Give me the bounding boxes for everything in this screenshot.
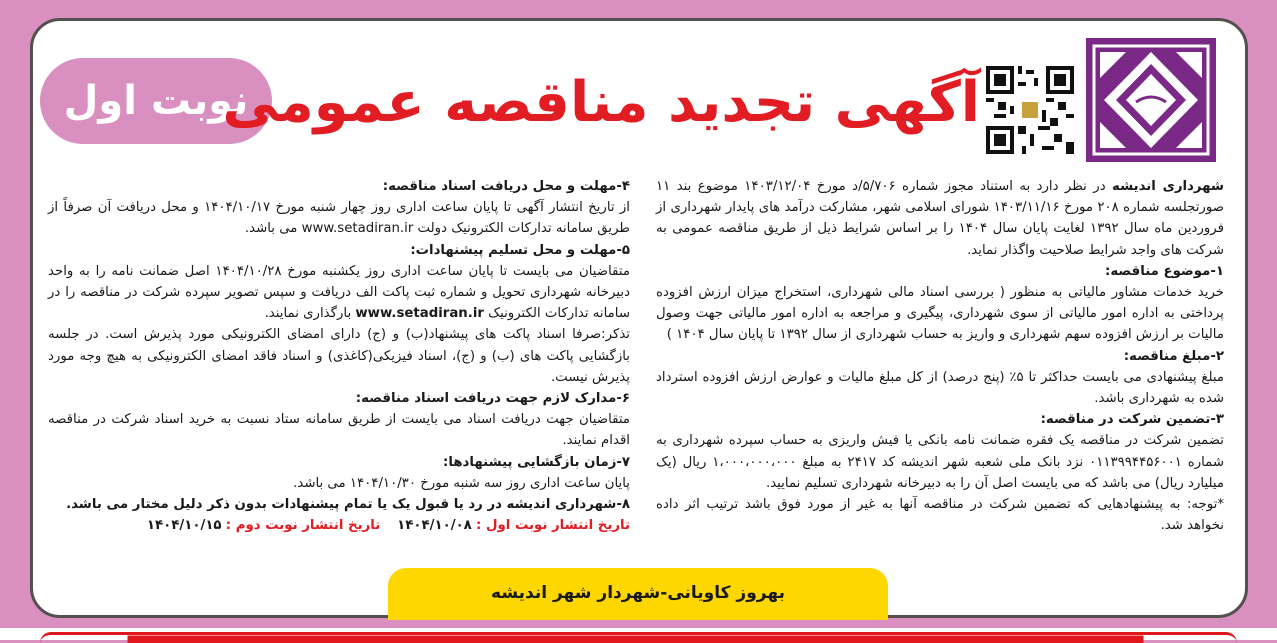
section-2-title: ۲-مبلغ مناقصه: (1123, 348, 1224, 364)
section-6-title: ۶-مدارک لازم جهت دریافت اسناد مناقصه: (355, 391, 630, 407)
andisheh-municipality-logo-icon (1086, 38, 1216, 162)
pub-first-date: ۱۴۰۴/۱۰/۰۸ (397, 518, 472, 534)
pub-second-date: ۱۴۰۴/۱۰/۱۵ (146, 518, 222, 534)
municipality-name: شهرداری اندیشه (1112, 179, 1224, 194)
section-5-body-b: بارگذاری نمایند. (264, 306, 356, 322)
section-5-body (48, 261, 630, 325)
intro-text: در نظر دارد به استناد مجوز شماره ۵/۷۰۶/د مورخ ۱۴۰۳/۱۲/۰۴ موضوع بند ۱۱ صورتجلسه شماره ۲۰۸ مورخ ۱۴۰۳/۱۱/۱۶ شورای اسلامی شهر، مشارکت درآمد های پایدار شهرداری از فروردین ماه سال ۱۳۹۲ لغایت پایان سال ۱۴۰۴ را بر اساس شرایط ذیل از طریق مناقصه عمومی به شرکت های واجد شرایط صلاحیت واگذار نماید. (656, 179, 1225, 258)
notice-title: آگهی تجدید مناقصه عمومی (222, 70, 980, 135)
note-text: *توجه: به پیشنهادهایی که تضمین شرکت در مناقصه آنها به غیر از مورد فوق باشد ترتیب اثر داده نخواهد شد. (656, 497, 1224, 534)
pub-second-label: تاریخ انتشار نوبت دوم : (225, 518, 381, 534)
section-8-text: ۸-شهرداری اندیشه در رد یا قبول یک یا تمام پیشنهادات بدون ذکر دلیل مختار می باشد. (66, 497, 630, 513)
right-column (656, 176, 1224, 536)
section-3-title: ۳-تضمین شرکت در مناقصه: (1040, 412, 1224, 428)
section-5-note: تذکر:صرفا اسناد پاکت های پیشنهاد(ب) و (ج) دارای امضای الکترونیکی مورد پذیرش است. در جلسه بازگشایی پاکت های (ب) و (ج)، اسناد فیزیکی(کاغذی) و اسناد فاقد امضای الکترونیکی به هیچ وجه مورد پذیرش نیست. (48, 327, 630, 385)
signature-bar: بهروز کاویانی-شهردار شهر اندیشه (388, 568, 888, 620)
left-column (48, 176, 630, 536)
intro-paragraph (656, 176, 1224, 261)
pub-first-label: تاریخ انتشار نوبت اول : (476, 518, 630, 534)
section-7-body: پایان ساعت اداری روز سه شنبه مورخ ۱۴۰۴/۱۰/۳۰ می باشد. (293, 475, 630, 491)
section-5-title: ۵-مهلت و محل تسلیم پیشنهادات: (410, 242, 630, 258)
turn-badge: نوبت اول (40, 58, 272, 144)
section-7-title: ۷-زمان بازگشایی پیشنهادها: (443, 454, 630, 470)
section-6-body: متقاضیان جهت دریافت اسناد می بایست از طریق سامانه ستاد نسبت به خرید اسناد شرکت در مناقصه اقدام نمایند. (48, 412, 630, 449)
section-4-title: ۴-مهلت و محل دریافت اسناد مناقصه: (382, 179, 630, 194)
section-3-body: تضمین شرکت در مناقصه یک فقره ضمانت نامه بانکی یا فیش واریزی به حساب سپرده شهرداری به شماره ۰۱۱۳۹۹۴۴۵۶۰۰۱ نزد بانک ملی شعبه شهر اندیشه کد ۲۴۱۷ به مبلغ ۱،۰۰۰،۰۰۰،۰۰۰ ریال (یک میلیارد ریال) می باشد که می بایست اصل آن را به دبیرخانه شهرداری تسلیم نمایید. (656, 433, 1225, 491)
section-5-body-a: متقاضیان می بایست تا پایان ساعت اداری روز یکشنبه مورخ ۱۴۰۴/۱۰/۲۸ اصل ضمانت نامه را به واحد دبیرخانه شهرداری تحویل و شماره ثبت پاکت الف دریافت و سپس تصویر سپرده شرکت در مناقصه را در سامانه تدارکات الکترونیک (48, 263, 630, 322)
publication-dates (48, 515, 630, 536)
qr-code-icon (986, 66, 1074, 154)
section-4-body: از تاریخ انتشار آگهی تا پایان ساعت اداری روز چهار شنبه مورخ ۱۴۰۴/۱۰/۱۷ و محل دریافت آن صرفاً از طریق سامانه تدارکات الکترونیک دولت www.setadiran.ir می باشد. (48, 200, 630, 237)
section-2-body: مبلغ پیشنهادی می بایست حداکثر تا ۵٪ (پنج درصد) از کل مبلغ مالیات و عوارض ارزش افزوده استرداد شده به شهرداری باشد. (656, 369, 1224, 407)
section-1-body: خرید خدمات مشاور مالیاتی به منظور ( بررسی اسناد مالی شهرداری، استخراج میزان ارزش افزوده پرداختی به اداره امور مالیاتی از سوی شهرداری، پیگیری و مراجعه به اداره امور مالیاتی جهت وصول مالیات بر ارزش افزوده سهم شهرداری و واریز به حساب شهرداری از سال ۱۳۹۲ تا پایان سال ۱۴۰۴ ) (656, 285, 1224, 343)
section-1-title: ۱-موضوع مناقصه: (1105, 263, 1224, 279)
setadiran-link[interactable]: www.setadiran.ir (355, 306, 484, 322)
bottom-divider (0, 628, 1277, 640)
